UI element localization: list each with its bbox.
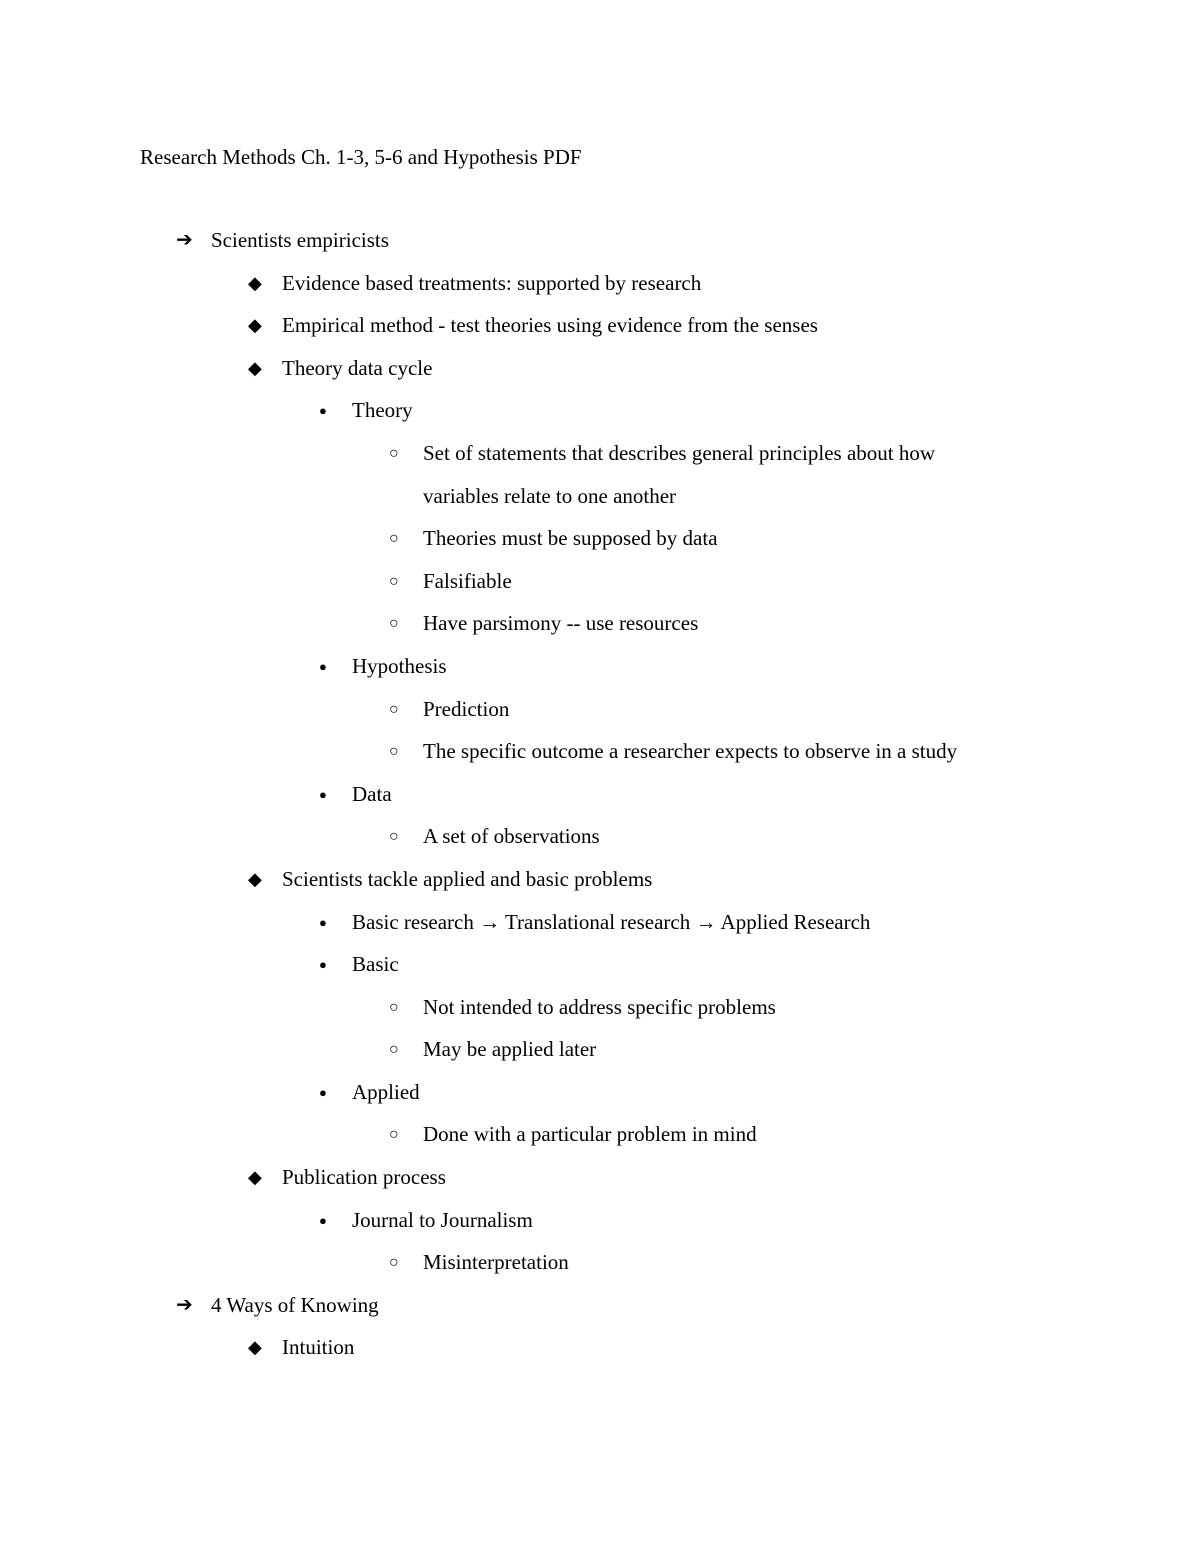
notes-outline [0, 224, 1200, 1374]
outline-item-level-4 [0, 735, 1200, 778]
hollow-circle-bullet-icon: ○ [389, 1041, 399, 1059]
hollow-circle-bullet-icon: ○ [389, 1126, 399, 1144]
hollow-circle-bullet-icon: ○ [389, 444, 399, 462]
arrow-bullet-icon: ➔ [176, 1293, 193, 1316]
outline-item-level-4 [0, 820, 1200, 863]
diamond-bullet-icon: ◆ [248, 1337, 262, 1358]
outline-item-level-3 [0, 906, 1200, 949]
outline-item-level-4 [0, 1118, 1200, 1161]
outline-item-text: Intuition [282, 1335, 355, 1360]
outline-item-level-4 [0, 991, 1200, 1034]
outline-item-text: Done with a particular problem in mind [423, 1122, 757, 1147]
outline-item-level-3 [0, 394, 1200, 437]
outline-item-text: Applied [352, 1079, 420, 1104]
outline-item-level-3 [0, 778, 1200, 821]
outline-item-text: Publication process [282, 1165, 446, 1190]
outline-item-text: May be applied later [423, 1037, 597, 1062]
outline-item-level-4 [0, 1033, 1200, 1076]
outline-item-text: Evidence based treatments: supported by research [282, 270, 702, 295]
outline-item-level-1 [0, 1289, 1200, 1332]
outline-item-level-2 [0, 267, 1200, 310]
outline-item-text: Journal to Journalism [352, 1207, 533, 1232]
diamond-bullet-icon: ◆ [248, 272, 262, 293]
diamond-bullet-icon: ◆ [248, 357, 262, 378]
outline-item-text: Misinterpretation [423, 1250, 569, 1275]
outline-item-level-3 [0, 1076, 1200, 1119]
outline-line-continuation [0, 480, 1200, 523]
outline-item-text: Basic [352, 952, 399, 977]
outline-item-text: A set of observations [423, 824, 600, 849]
filled-circle-bullet-icon: ● [319, 403, 327, 419]
hollow-circle-bullet-icon: ○ [389, 998, 399, 1016]
outline-item-text: Not intended to address specific problems [423, 994, 776, 1019]
outline-item-text: Scientists tackle applied and basic problems [282, 866, 653, 891]
hollow-circle-bullet-icon: ○ [389, 1254, 399, 1272]
outline-item-text: Empirical method - test theories using evidence from the senses [282, 313, 818, 338]
filled-circle-bullet-icon: ● [319, 914, 327, 930]
outline-item-text: Theory data cycle [282, 355, 433, 380]
outline-item-level-4 [0, 607, 1200, 650]
outline-item-level-4 [0, 693, 1200, 736]
outline-item-level-3 [0, 650, 1200, 693]
document-title: Research Methods Ch. 1-3, 5-6 and Hypothesis PDF [140, 145, 582, 169]
filled-circle-bullet-icon: ● [319, 658, 327, 674]
outline-item-level-3 [0, 1204, 1200, 1247]
hollow-circle-bullet-icon: ○ [389, 615, 399, 633]
filled-circle-bullet-icon: ● [319, 957, 327, 973]
outline-item-text: The specific outcome a researcher expects to observe in a study [423, 739, 958, 764]
filled-circle-bullet-icon: ● [319, 1212, 327, 1228]
outline-item-text: Hypothesis [352, 653, 447, 678]
outline-item-level-4 [0, 1246, 1200, 1289]
outline-item-text: Theories must be supposed by data [423, 526, 718, 551]
outline-item-level-2 [0, 1161, 1200, 1204]
hollow-circle-bullet-icon: ○ [389, 743, 399, 761]
outline-item-level-2 [0, 863, 1200, 906]
arrow-bullet-icon: ➔ [176, 229, 193, 251]
filled-circle-bullet-icon: ● [319, 786, 327, 802]
outline-item-text: 4 Ways of Knowing [211, 1292, 379, 1317]
hollow-circle-bullet-icon: ○ [389, 572, 399, 590]
outline-item-text: Prediction [423, 696, 510, 721]
diamond-bullet-icon: ◆ [248, 1167, 262, 1188]
outline-item-text: variables relate to one another [423, 483, 677, 508]
outline-item-text: Falsifiable [423, 568, 512, 593]
outline-item-level-1 [0, 224, 1200, 267]
hollow-circle-bullet-icon: ○ [389, 828, 399, 846]
outline-item-level-4 [0, 522, 1200, 565]
outline-item-text: Data [352, 781, 392, 806]
outline-item-level-2 [0, 309, 1200, 352]
outline-item-text: Set of statements that describes general principles about how [423, 440, 936, 465]
outline-item-text: Theory [352, 398, 413, 423]
hollow-circle-bullet-icon: ○ [389, 530, 399, 548]
outline-item-level-4 [0, 565, 1200, 608]
outline-item-text: Have parsimony -- use resources [423, 611, 699, 636]
outline-item-level-2 [0, 352, 1200, 395]
outline-item-level-3 [0, 948, 1200, 991]
filled-circle-bullet-icon: ● [319, 1084, 327, 1100]
diamond-bullet-icon: ◆ [248, 315, 262, 336]
hollow-circle-bullet-icon: ○ [389, 700, 399, 718]
outline-item-level-2 [0, 1331, 1200, 1374]
outline-item-level-4 [0, 437, 1200, 480]
outline-item-text: Scientists empiricists [211, 228, 389, 252]
diamond-bullet-icon: ◆ [248, 868, 262, 889]
outline-item-text: Basic research → Translational research → Applied Research [352, 909, 871, 934]
